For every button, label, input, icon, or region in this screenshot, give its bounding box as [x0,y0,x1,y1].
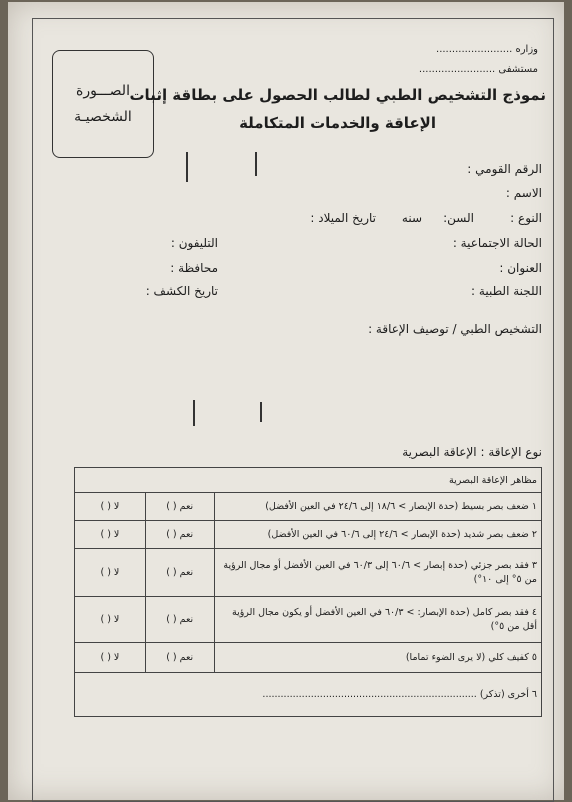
row-description: ١ ضعف بصر بسيط (حدة الإبصار > ١٨/٦ إلى ٢٤/٦ في العين الأفضل) [214,493,541,521]
row-description: ٣ فقد بصر جزئي (حدة إبصار > ٦٠/٦ إلى ٦٠/٣ في العين الأفضل أو مجال الرؤية من ٥° إلى ١٠°) [214,549,541,597]
gender-field: النوع : [510,211,542,225]
table-row [75,597,542,643]
national-id-field: الرقم القومي : [467,162,542,176]
disability-type-label: نوع الإعاقة : الإعاقة البصرية [402,445,542,459]
yes-checkbox[interactable]: نعم ( ) [145,549,214,597]
table-row [75,549,542,597]
form-title-line1: نموذج التشخيص الطبي لطالب الحصول على بطاقة إثبات [129,86,546,104]
yes-checkbox[interactable]: نعم ( ) [145,643,214,673]
age-field: السن: [443,211,474,225]
no-checkbox[interactable]: لا ( ) [75,643,146,673]
pen-mark [260,402,262,422]
no-checkbox[interactable]: لا ( ) [75,597,146,643]
pen-mark [186,152,188,182]
row-description: ٥ كفيف كلي (لا يرى الضوء تماما) [214,643,541,673]
name-field: الاسم : [505,186,542,200]
yes-checkbox[interactable]: نعم ( ) [145,597,214,643]
form-title-line2: الإعاقة والخدمات المتكاملة [239,114,436,132]
visual-disability-table [74,467,542,717]
yes-checkbox[interactable]: نعم ( ) [145,521,214,549]
photo-box [52,50,154,158]
address-field: العنوان : [499,261,542,275]
form-sheet [8,2,564,800]
table-row [75,673,542,717]
ministry-label: وزاره ........................ [436,44,538,55]
committee-field: اللجنة الطبية : [471,284,542,298]
age-unit: سنه [401,211,422,225]
table-header-row [75,468,542,493]
no-checkbox[interactable]: لا ( ) [75,493,146,521]
exam-date-field: تاريخ الكشف : [145,284,218,298]
other-row: ٦ أخرى (تذكر) ....................................................................... [75,673,542,717]
pen-mark [193,400,195,426]
row-description: ٤ فقد بصر كامل (حدة الإبصار: > ٦٠/٣ في العين الأفضل أو يكون مجال الرؤية أقل من ٥°) [214,597,541,643]
table-header: مظاهر الإعاقة البصرية [75,468,542,493]
no-checkbox[interactable]: لا ( ) [75,521,146,549]
table-row [75,493,542,521]
photo-label-line2: الشخصيـة [74,109,132,125]
birth-date-field: تاريخ الميلاد : [310,211,376,225]
pen-mark [255,152,257,176]
table-row [75,521,542,549]
yes-checkbox[interactable]: نعم ( ) [145,493,214,521]
governorate-field: محافظة : [170,261,218,275]
no-checkbox[interactable]: لا ( ) [75,549,146,597]
row-description: ٢ ضعف بصر شديد (حدة الإبصار > ٢٤/٦ إلى ٦٠/٦ في العين الأفضل) [214,521,541,549]
phone-field: التليفون : [170,236,218,250]
photo-label-line1: الصـــورة [76,83,130,99]
table-row [75,643,542,673]
diagnosis-field: التشخيص الطبي / توصيف الإعاقة : [368,322,542,336]
hospital-label: مستشفى ........................ [418,64,538,75]
marital-status-field: الحالة الاجتماعية : [452,236,542,250]
